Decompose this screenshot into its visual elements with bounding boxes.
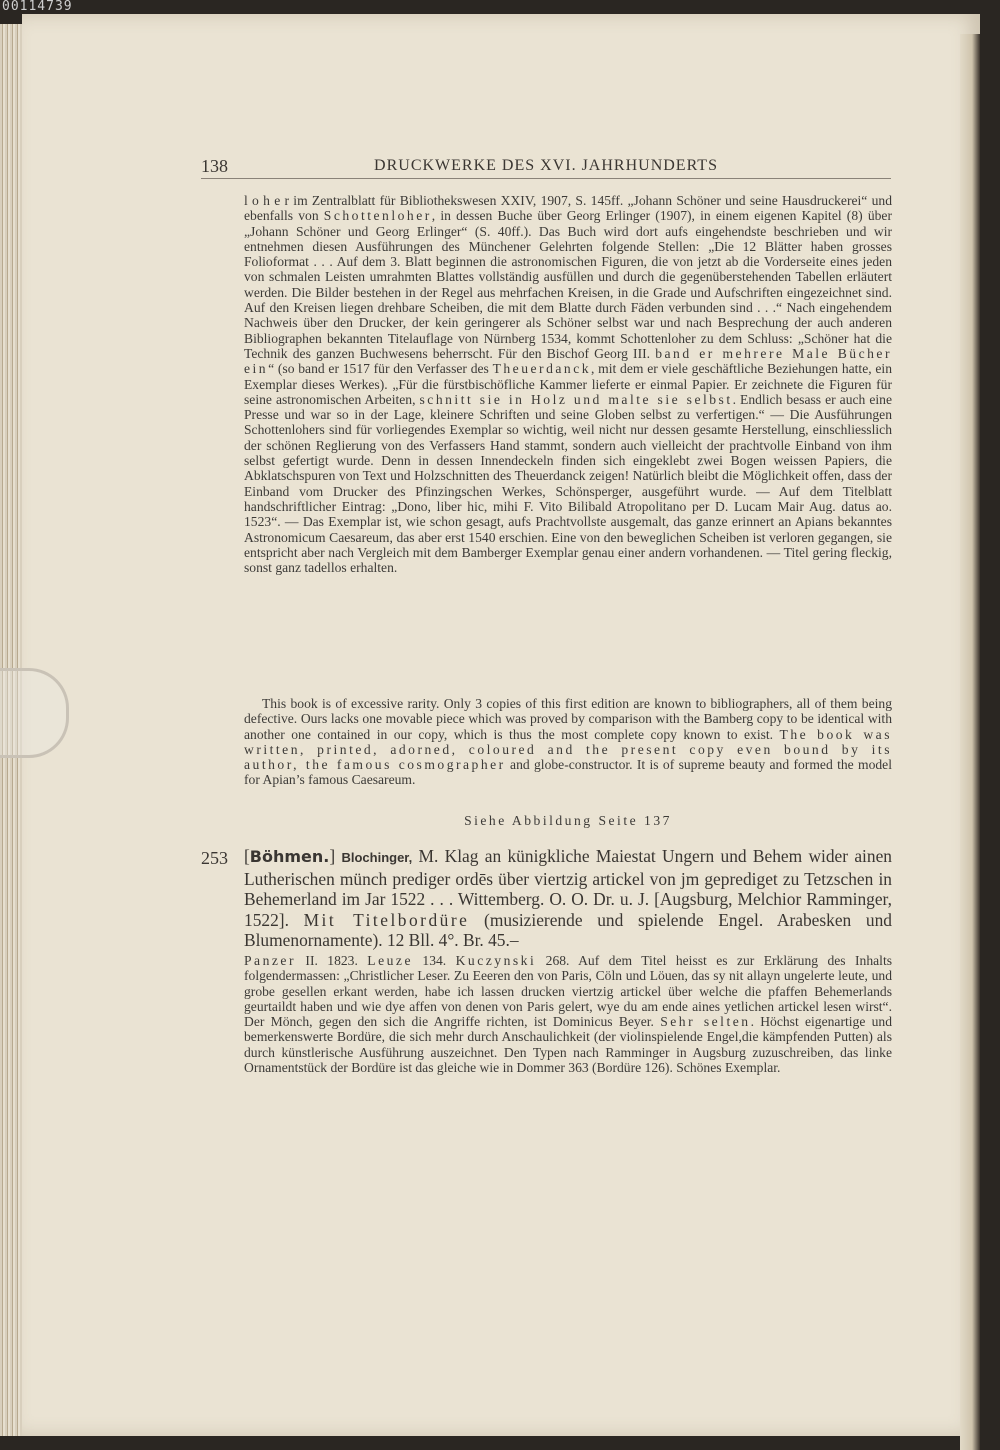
english-description [244, 696, 892, 788]
page-edge-right [960, 34, 980, 1450]
spaced-phrase: Sehr selten [660, 1014, 751, 1030]
entry-title [244, 846, 892, 951]
title-segment: (musizierende und spielende Engel. Arabesken und Blumenornamente). 12 Bll. 4°. Br. 45.– [244, 909, 892, 951]
text-segment: This book is of excessive rarity. Only 3 copies of this first edition are known to bibliographers, all of them being defective. Ours lacks one movable piece which was proved by comparison with the Bamberg copy to be identical with another one contained in our copy, which is thus the most complete copy known to exist. [244, 696, 892, 742]
title-segment: M. Klag an künigkliche Maiestat Ungern und Behem wider ainen Lutherischen münch prediger ordēs über viertzig artickel von jm geprediget zu Tetzschen in Behemerland im Jar 1522 . . . Wittemberg. O. O. Dr. u. J. [Augsburg, Melchior Ramminger, 1522]. [244, 846, 893, 930]
page-number: 138 [201, 156, 228, 176]
text-segment: , in dessen Buche über Georg Erlinger (1907), in einem eigenen Kapitel (8) über „Johann Schöner und Georg Erlinger“ (S. 40ff.). Das Buch wird dort aufs eingehendste beschrieben und wir entnehmen diesen Ausführungen des Münchener Gelehrten folgende Stellen: „Die 12 Blätter haben grosses Folioformat . . . Auf dem 3. Blatt beginnen die astronomischen Figuren, die von jetzt ab die Vorderseite eines jeden von schmalen Leisten umrahmten Blattes vollständig ausfüllen und durch die gegenüberstehenden Tabellen erläutert werden. Die Bilder bestehen in der Regel aus mehrfachen Kreisen, in die Grade und Aufschriften eingezeichnet sind. Auf den Kreisen liegen drehbare Scheiben, die mit dem Blatte durch Fäden verbunden sind . . .“ Nach eingehendem Nachweis über den Drucker, der kein geringerer als Schöner selbst war und nach Besprechung der auch anderen Bibliographen bekannten Titelauflage von Nürnberg 1534, kommt Schottenloher zu dem Schluss: „Schöner hat die Technik des ganzen Buchwesens beherrscht. Für den Bischof Georg III. [244, 208, 892, 361]
text-segment: , mit dem er viele geschäftliche Beziehungen hatte, ein Exemplar dieses Werkes). „Für die fürstbischöfliche Kammer lieferte er einmal Papier. Er zeichnete die Figuren für seine astronomischen Arbeiten, [244, 361, 892, 407]
running-header [201, 156, 891, 179]
text-segment: and globe-constructor. It is of supreme beauty and formed the model for Apian’s famous Caesareum. [244, 757, 892, 788]
running-title: DRUCKWERKE DES XVI. JAHRHUNDERTS [374, 157, 718, 174]
text-segment: “ (so band er 1517 für den Verfasser des [268, 361, 493, 377]
spaced-phrase: The book was written, printed, adorned, coloured and the present copy even bound by its author, the famous cosmographer [244, 726, 892, 773]
spaced-phrase: Mit Titelbordüre [303, 909, 470, 930]
scan-id-label: 00114739 [2, 0, 73, 14]
text-segment: 134. [412, 953, 456, 968]
page-clip [0, 668, 69, 758]
text-segment: . Höchst eigenartige und bemerkenswerte Bordüre, die sich mehr durch Anschaulichkeit (der violinspielende Engel,die kämpfenden Putten) als durch künstlerische Ausführung auszeichnet. Den Typen nach Ramminger in Augsburg zuzuschreiben, das linke Ornamentstück der Bordüre ist das gleiche wie in Dommer 363 (Bordüre 126). Schönes Exemplar. [244, 1014, 892, 1076]
spaced-name: Schottenloher [323, 208, 432, 224]
spaced-phrase: band er mehrere Male Bücher ein [244, 345, 892, 377]
ref-name: Kuczynski [455, 953, 537, 968]
entry-number: 253 [201, 848, 228, 868]
bracket: ] [329, 846, 342, 866]
text-segment: II. 1823. [296, 953, 368, 968]
german-description [244, 193, 892, 575]
spaced-title: Theuerdanck [492, 361, 592, 377]
see-figure-note: Siehe Abbildung Seite 137 [464, 813, 672, 828]
text-segment: l o h e r im Zentralblatt für Bibliothekswesen XXIV, 1907, S. 145ff. „Johann Schöner und seine Hausdruckerei“ und ebenfalls von [244, 193, 892, 224]
entry-note [244, 953, 892, 1075]
text-segment: 268. Auf dem Titel heisst es zur Erklärung des Inhalts folgendermassen: „Christlicher Leser. Zu Eeeren den von Paris, Cöln und Löuen, das sy nit allayn ungelerte leute, und grobe gesellen erkant werden, habe ich lassen drucken viertzig artickel über welche die pfaffen Behemerlands geurtaildt haben und wie dye affen von denen von Paris gelert, wye du am ende aines yetlichen artickel lesen wirst“. Der Mönch, gegen den sich die Angriffe richten, ist Dominicus Beyer. [244, 953, 893, 1030]
spaced-phrase: schnitt sie in Holz und malte sie selbst [419, 391, 733, 407]
ref-name: Panzer [244, 953, 296, 968]
entry-author: Blochinger, [341, 850, 413, 865]
bracket: [ [244, 846, 250, 866]
ref-name: Leuze [367, 953, 413, 968]
text-segment: . Endlich besass er auch eine Presse und war so in der Lage, kleinere Schriften und seine Globen selbst zu verfertigen.“ — Die Ausführungen Schottenlohers sind für vorliegendes Exemplar so wichtig, weil nicht nur dessen gesamte Herstellung, einschliesslich der schönen Reglierung von des Verfassers Hand stammt, sondern auch vielleicht der prachtvolle Einband von ihm selbst gefertigt wurde. Denn in dessen Innendeckeln finden sich eingeklebt zwei Bogen weissen Papiers, die Abklatschspuren von Text und Holzschnitten des Theuerdanck zeigen! Natürlich bleibt die Möglichkeit offen, dass der Einband vom Drucker des Pfinzingschen Werkes, Schönsperger, ausgeführt wurde. — Auf dem Titelblatt handschriftlicher Eintrag: „Dono, liber hic, mihi F. Vito Bilibald Atropolitano per D. Lucam Mair Aug. datus ao. 1523“. — Das Exemplar ist, wie schon gesagt, aufs Prachtvollste ausgemalt, das ganze erinnert an Apians bekanntes Astronomicum Caesareum, das aber erst 1540 erschien. Eine von den beweglichen Scheiben ist verloren gegangen, sie entspricht aber nach Vergleich mit dem Bamberger Exemplar genau einer andern vorhandenen. — Titel gering fleckig, sonst ganz tadellos erhalten. [244, 391, 892, 576]
entry-heading: Böhmen. [249, 847, 330, 866]
